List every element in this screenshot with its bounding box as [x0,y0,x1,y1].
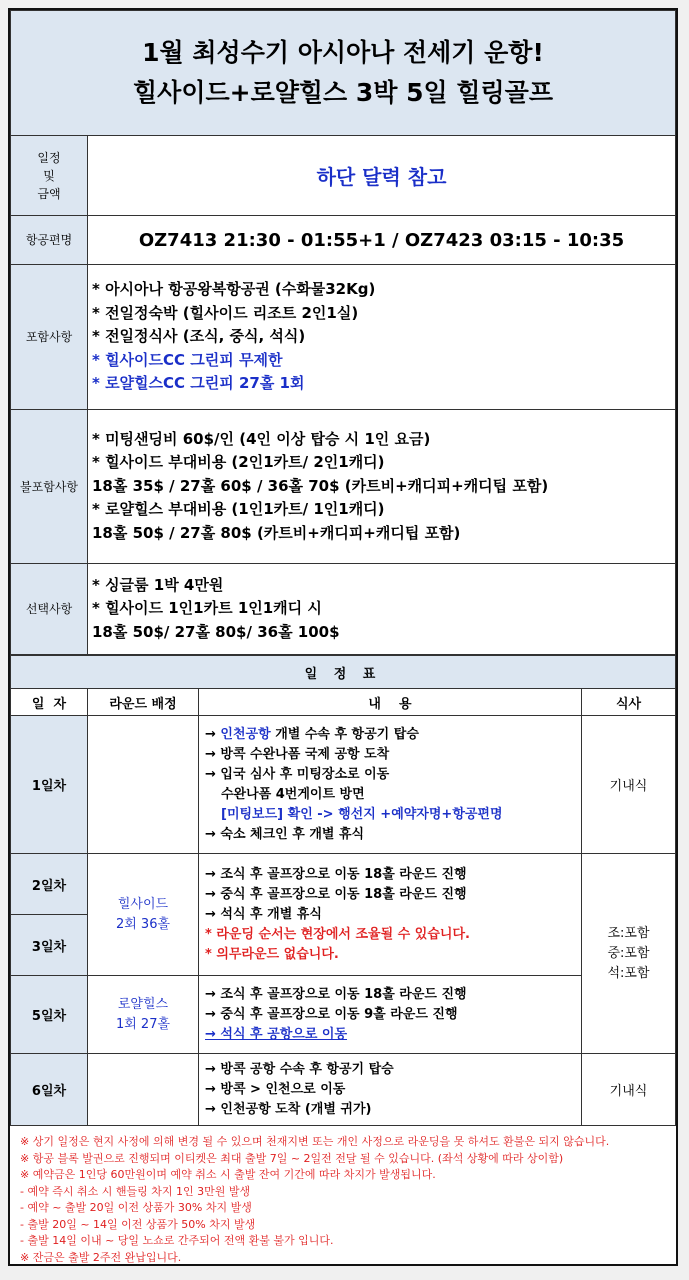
line: * 라운딩 순서는 현장에서 조율될 수 있습니다. [205,926,470,942]
day-6-meal: 기내식 [582,1054,676,1126]
excluded-list [88,410,676,564]
optional-item: 18홀 50$/ 27홀 80$/ 36홀 100$ [92,622,340,641]
excluded-item: * 미팅샌딩비 60$/인 (4인 이상 탑승 시 1인 요금) [92,429,431,448]
label-excluded: 불포함사항 [11,410,88,564]
notes [10,1126,676,1274]
line: [미팅보드] 확인 -> 행선지 +예약자명+항공편명 [221,806,503,822]
line: → 중식 후 골프장으로 이동 9홀 라운드 진행 [205,1006,458,1022]
optional-item: * 싱글룸 1박 4만원 [92,575,224,594]
title-header [11,11,676,136]
included-item: * 로얄힐스CC 그린피 27홀 1회 [92,374,305,393]
optional-list [88,564,676,655]
line: → 숙소 체크인 후 개별 휴식 [205,826,365,842]
meal-included: 조:포함 중:포함 석:포함 [582,854,676,1054]
package-info-table [10,10,676,655]
day-6: 6일차 [11,1054,88,1126]
line: 개별 수속 후 항공기 탑승 [275,726,419,742]
note: - 예약 즉시 취소 시 핸들링 차지 1인 3만원 발생 [20,1184,251,1198]
round-empty [88,1054,199,1126]
note: ※ 예약금은 1인당 60만원이며 예약 취소 시 출발 잔여 기간에 따라 차지가 발생됩니다. [20,1168,436,1181]
label-optional: 선택사항 [11,564,88,655]
royalhills-round: 로얄힐스 1회 27홀 [88,976,199,1054]
day-1-content: → 인천공항 개별 수속 후 항공기 탑승 → 방콕 수완나폼 국제 공항 도착 → 입국 심사 후 미팅장소로 이동 수완나폼 4번게이트 방면 [미팅보드] 확인 -> 행선지 +예약자명+항공편명 → 숙소 체크인 후 개별 휴식 [199,716,582,854]
line: → 인천공항 도착 (개별 귀가) [205,1101,372,1117]
col-day: 일 자 [11,689,88,716]
note: - 출발 14일 이내 ~ 당일 노쇼로 간주되어 전액 환불 불가 입니다. [20,1234,334,1247]
label-flight: 항공편명 [11,216,88,265]
note: ※ 잔금은 출발 2주전 완납입니다. [20,1250,182,1264]
note: ※ 항공 블록 발권으로 진행되며 이티켓은 최대 출발 7일 ~ 2일전 전달 될 수 있습니다. (좌석 상황에 따라 상이함) [20,1151,564,1165]
included-list [88,265,676,410]
line: → 조식 후 골프장으로 이동 18홀 라운드 진행 [205,986,467,1002]
day-1-meal: 기내식 [582,716,676,854]
schedule-price-value: 하단 달력 참고 [88,136,676,216]
line: → 조식 후 골프장으로 이동 18홀 라운드 진행 [205,866,467,882]
line: → 입국 심사 후 미팅장소로 이동 [205,766,390,782]
day-2: 2일차 [11,854,88,915]
title-line-1: 1월 최성수기 아시아나 전세기 운항! [142,38,544,67]
excluded-item: 18홀 35$ / 27홀 60$ / 36홀 70$ (카트비+캐디피+캐디팁 포함) [92,476,549,495]
excluded-item: * 로얄힐스 부대비용 (1인1카트/ 1인1캐디) [92,500,385,519]
included-item: * 아시아나 항공왕복항공권 (수화물32Kg) [92,280,376,299]
line: → 방콕 공항 수속 후 항공기 탑승 [205,1061,394,1077]
note: - 출발 20일 ~ 14일 이전 상품가 50% 차지 발생 [20,1217,256,1231]
line: 수완나폼 4번게이트 방면 [221,786,365,802]
day-5-content [199,976,582,1054]
line: → 석식 후 공항으로 이동 [205,1026,348,1042]
excluded-item: * 힐사이드 부대비용 (2인1카트/ 2인1캐디) [92,453,385,472]
round-empty [88,716,199,854]
line: → 석식 후 개별 휴식 [205,906,322,922]
optional-item: * 힐사이드 1인1카트 1인1캐디 시 [92,599,322,618]
line: → 중식 후 골프장으로 이동 18홀 라운드 진행 [205,886,467,902]
label-schedule-price: 일정 및 금액 [11,136,88,216]
itinerary-title: 일 정 표 [11,656,676,689]
day-2-3-content [199,854,582,976]
note: - 예약 ~ 출발 20일 이전 상품가 30% 차지 발생 [20,1201,252,1214]
incheon-airport: 인천공항 [220,726,271,742]
day-3: 3일차 [11,915,88,976]
col-meal: 식사 [582,689,676,716]
excluded-item: 18홀 50$ / 27홀 80$ (카트비+캐디피+캐디팁 포함) [92,523,461,542]
day-5: 5일차 [11,976,88,1054]
itinerary-table [10,655,676,1126]
included-item: * 힐사이드CC 그린피 무제한 [92,350,283,369]
col-round: 라운드 배정 [88,689,199,716]
title-line-2: 힐사이드+로얄힐스 3박 5일 힐링골프 [133,78,553,107]
golf-package-document [8,8,678,1266]
col-content: 내 용 [199,689,582,716]
day-6-content [199,1054,582,1126]
line: → 방콕 수완나폼 국제 공항 도착 [205,746,390,762]
line: → 방콕 > 인천으로 이동 [205,1081,346,1097]
included-item: * 전일정식사 (조식, 중식, 석식) [92,327,306,346]
line: * 의무라운드 없습니다. [205,946,339,962]
note: ※ 상기 일정은 현지 사정에 의해 변경 될 수 있으며 천재지변 또는 개인 사정으로 라운딩을 못 하셔도 환불은 되지 않습니다. [20,1135,610,1148]
included-item: * 전일정숙박 (힐사이드 리조트 2인1실) [92,303,359,322]
label-included: 포함사항 [11,265,88,410]
flight-value: OZ7413 21:30 - 01:55+1 / OZ7423 03:15 - 10:35 [88,216,676,265]
day-1: 1일차 [11,716,88,854]
hillside-round: 힐사이드 2회 36홀 [88,854,199,976]
